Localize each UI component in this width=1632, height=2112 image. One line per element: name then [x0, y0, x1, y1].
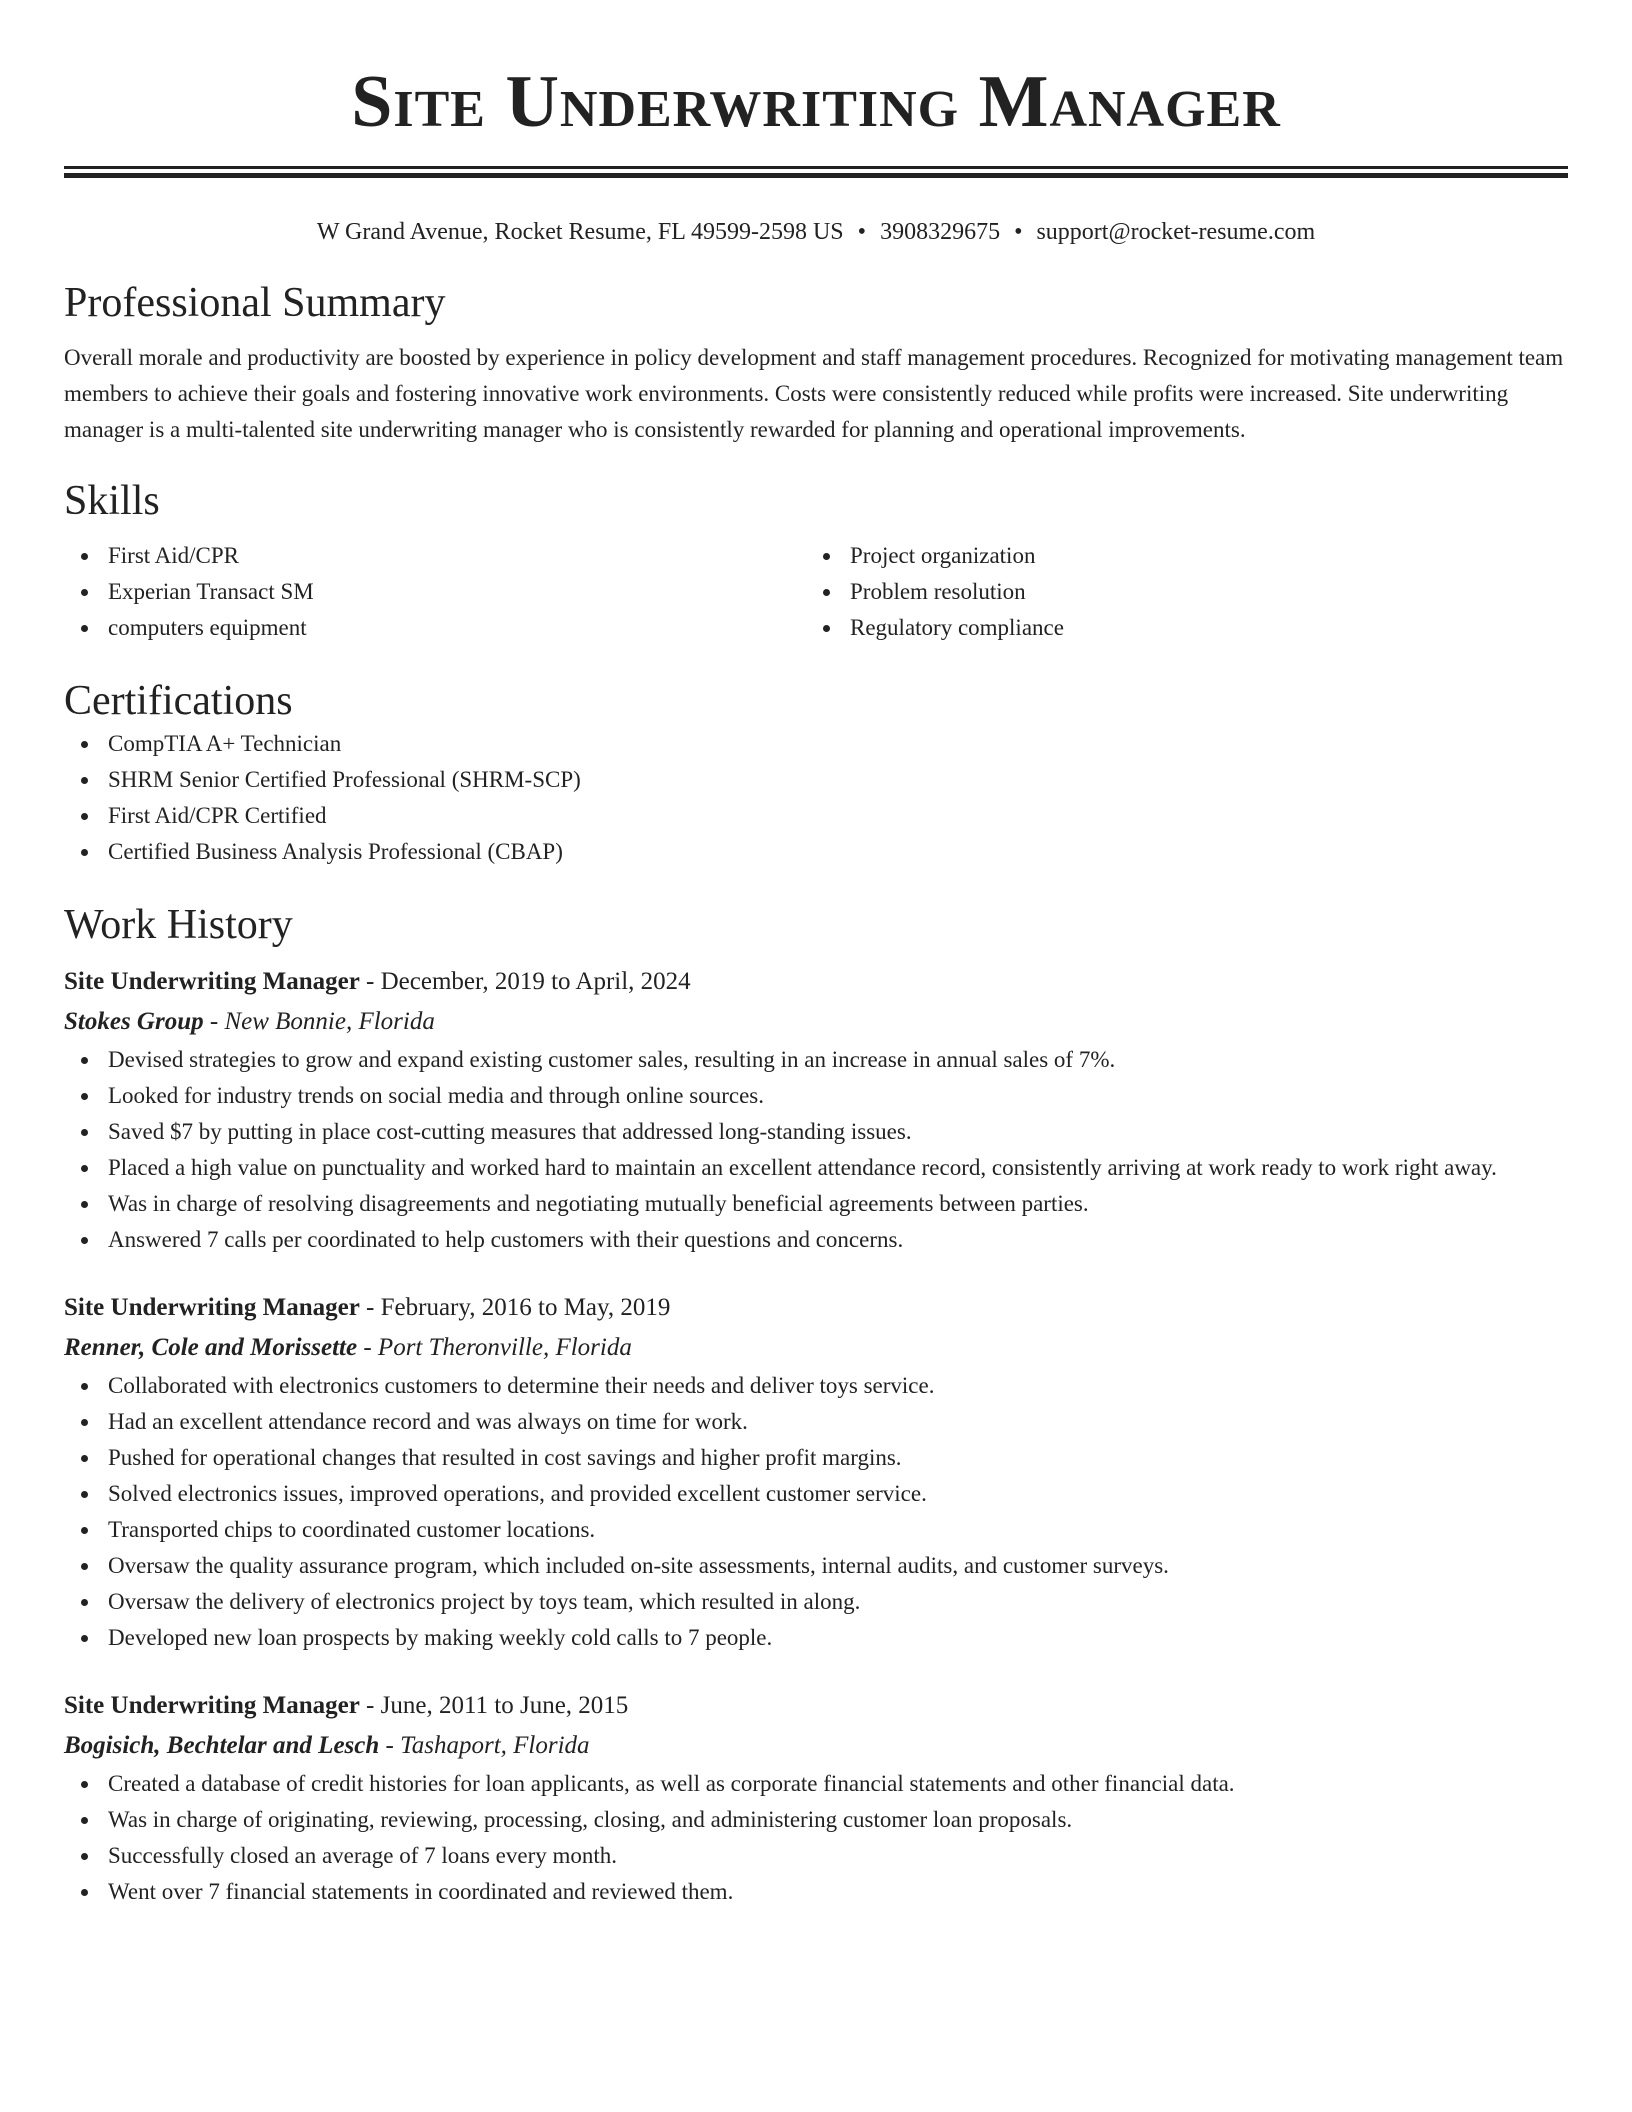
skill-item: Project organization	[806, 538, 1548, 574]
job-duty: Looked for industry trends on social media and through online sources.	[64, 1078, 1568, 1114]
job-duty: Collaborated with electronics customers to determine their needs and deliver toys service.	[64, 1368, 1568, 1404]
skills-list-right	[806, 538, 1548, 646]
contact-separator: •	[1014, 219, 1023, 245]
job-dates: December, 2019 to April, 2024	[380, 968, 691, 995]
job-duty: Transported chips to coordinated customer locations.	[64, 1512, 1568, 1548]
skills-heading: Skills	[64, 478, 160, 524]
job-duty: Answered 7 calls per coordinated to help customers with their questions and concerns.	[64, 1222, 1568, 1258]
job-company: Bogisich, Bechtelar and Lesch	[64, 1732, 380, 1759]
job-dash: -	[366, 1294, 375, 1321]
certifications-list	[64, 726, 1568, 870]
contact-phone: 3908329675	[880, 219, 1001, 245]
job-duty: Went over 7 financial statements in coordinated and reviewed them.	[64, 1874, 1568, 1910]
job-dash: -	[209, 1008, 219, 1035]
professional-summary-heading: Professional Summary	[64, 280, 446, 326]
job-entry	[64, 1288, 1568, 1656]
skill-item: Experian Transact SM	[64, 574, 806, 610]
job-location: Port Theronville, Florida	[377, 1334, 632, 1361]
certification-item: CompTIA A+ Technician	[64, 726, 1568, 762]
job-header	[64, 1288, 1568, 1328]
job-duty: Developed new loan prospects by making weekly cold calls to 7 people.	[64, 1620, 1568, 1656]
job-duty: Was in charge of originating, reviewing, processing, closing, and administering customer loan proposals.	[64, 1802, 1568, 1838]
job-duty: Placed a high value on punctuality and worked hard to maintain an excellent attendance record, consistently arriving at work ready to work right away.	[64, 1150, 1568, 1186]
job-duties-list	[64, 1368, 1568, 1656]
job-duty: Solved electronics issues, improved operations, and provided excellent customer service.	[64, 1476, 1568, 1512]
job-entry	[64, 1686, 1568, 1910]
job-duty: Saved $7 by putting in place cost-cutting measures that addressed long-standing issues.	[64, 1114, 1568, 1150]
job-dash: -	[363, 1334, 372, 1361]
job-title: Site Underwriting Manager	[64, 1294, 360, 1321]
job-duty: Successfully closed an average of 7 loans every month.	[64, 1838, 1568, 1874]
job-dash: -	[366, 1692, 375, 1719]
job-dash: -	[366, 968, 375, 995]
job-duties-list	[64, 1042, 1568, 1258]
job-title: Site Underwriting Manager	[64, 968, 360, 995]
contact-line	[64, 216, 1568, 248]
skills-list-left	[64, 538, 806, 646]
job-duty: Created a database of credit histories for loan applicants, as well as corporate financial statements and other financial data.	[64, 1766, 1568, 1802]
resume-name-heading: Site Underwriting Manager	[351, 61, 1281, 143]
certifications-heading: Certifications	[64, 678, 293, 724]
skill-item: Problem resolution	[806, 574, 1548, 610]
job-company: Stokes Group	[64, 1008, 204, 1035]
job-duty: Had an excellent attendance record and was always on time for work.	[64, 1404, 1568, 1440]
job-location: Tashaport, Florida	[400, 1732, 590, 1759]
header-divider	[64, 166, 1568, 178]
job-duties-list	[64, 1766, 1568, 1910]
skill-item: First Aid/CPR	[64, 538, 806, 574]
job-header	[64, 1686, 1568, 1726]
professional-summary-text: Overall morale and productivity are boosted by experience in policy development and staff management procedures. Recognized for motivating management team members to achieve their goals and fostering innovative work environments. Costs were consistently reduced while profits were increased. Site underwriting manager is a multi-talented site underwriting manager who is consistently rewarded for planning and operational improvements.	[64, 345, 1564, 442]
skill-item: computers equipment	[64, 610, 806, 646]
job-duty: Oversaw the delivery of electronics project by toys team, which resulted in along.	[64, 1584, 1568, 1620]
job-location: New Bonnie, Florida	[224, 1008, 435, 1035]
contact-address: W Grand Avenue, Rocket Resume, FL 49599-2598 US	[316, 219, 844, 245]
job-company-line	[64, 1002, 1568, 1042]
certification-item: First Aid/CPR Certified	[64, 798, 1568, 834]
job-company: Renner, Cole and Morissette	[64, 1334, 358, 1361]
skills-grid	[64, 538, 1568, 646]
skill-item: Regulatory compliance	[806, 610, 1548, 646]
job-title: Site Underwriting Manager	[64, 1692, 360, 1719]
job-dash: -	[385, 1732, 394, 1759]
job-duty: Oversaw the quality assurance program, which included on-site assessments, internal audits, and customer surveys.	[64, 1548, 1568, 1584]
job-duty: Pushed for operational changes that resulted in cost savings and higher profit margins.	[64, 1440, 1568, 1476]
contact-email: support@rocket-resume.com	[1036, 219, 1316, 245]
certification-item: Certified Business Analysis Professional (CBAP)	[64, 834, 1568, 870]
job-dates: June, 2011 to June, 2015	[380, 1692, 629, 1719]
job-entry	[64, 962, 1568, 1258]
job-dates: February, 2016 to May, 2019	[380, 1294, 671, 1321]
job-duty: Devised strategies to grow and expand existing customer sales, resulting in an increase in annual sales of 7%.	[64, 1042, 1568, 1078]
contact-separator: •	[857, 219, 867, 245]
job-duty: Was in charge of resolving disagreements and negotiating mutually beneficial agreements between parties.	[64, 1186, 1568, 1222]
job-header	[64, 962, 1568, 1002]
job-company-line	[64, 1328, 1568, 1368]
job-company-line	[64, 1726, 1568, 1766]
certification-item: SHRM Senior Certified Professional (SHRM-SCP)	[64, 762, 1568, 798]
work-history-heading: Work History	[64, 902, 293, 948]
